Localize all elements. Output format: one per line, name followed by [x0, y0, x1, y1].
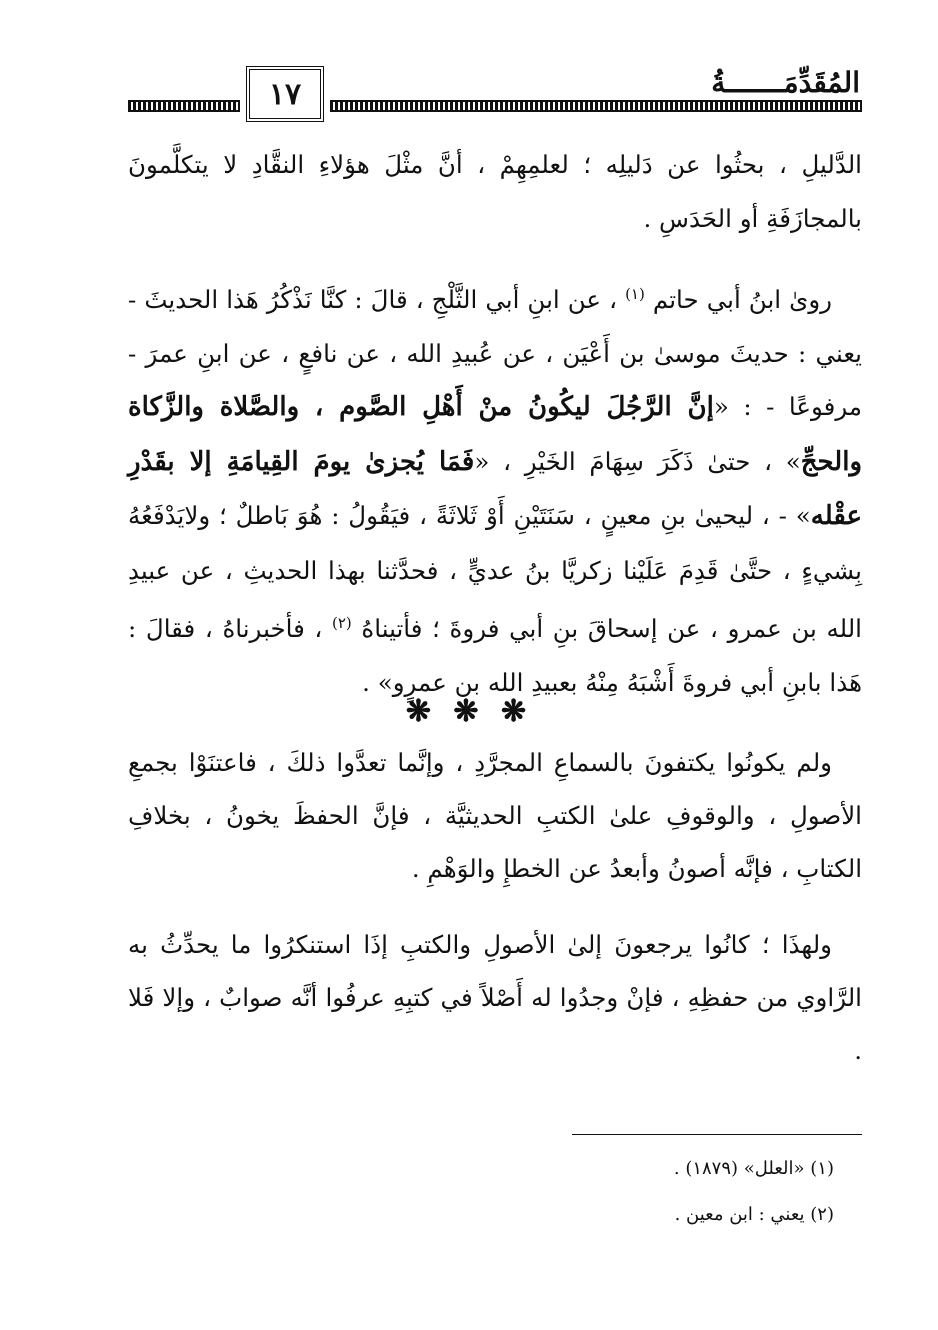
header-rule-right [330, 100, 862, 112]
footnote-ref-1[interactable]: (١) [625, 285, 645, 303]
p2-text-a: روىٰ ابنُ أبي حاتم [652, 285, 832, 315]
chapter-title: المُقَدِّمَـــــــةُ [711, 66, 860, 99]
paragraph-3: ولم يكونُوا يكتفونَ بالسماعِ المجرَّدِ ، وإنَّما تعدَّوا ذلكَ ، فاعتنَوْا بجمعِ الأصولِ ، والوقوفِ علىٰ الكتبِ الحديثيَّة ، فإنَّ الحفظَ يخونُ ، بخلافِ الكتابِ ، فإنَّه أصونُ وأبعدُ عن الخطإِ والوَهْمِ . [128, 748, 862, 883]
hadith-text-1: إنَّ الرَّجُلَ ليكُونُ منْ أَهْلِ الصَّوم ، والصَّلاة والزَّكاة والحجِّ [128, 392, 863, 477]
p2-text-c: » ، حتىٰ ذَكَرَ سِهَامَ الخَيْرِ ، « [474, 446, 801, 476]
footnotes [128, 1146, 834, 1238]
footnote-ref-2[interactable]: (٢) [331, 614, 352, 633]
page-number [246, 66, 324, 122]
footnote-divider [572, 1134, 862, 1135]
section-separator: ❋ ❋ ❋ [405, 694, 533, 729]
header-rule-left [128, 100, 240, 112]
body-section-1 [128, 138, 862, 709]
paragraph-2 [128, 268, 862, 709]
page-number-text: ١٧ [268, 76, 302, 112]
page-header [0, 0, 938, 140]
hadith-text-2: فَمَا يُجزىٰ يومَ القِيامَةِ إلا بقَدْرِ عقْله [128, 446, 862, 532]
p2-text-b: ، عن ابنِ أبي الثَّلْجِ ، قالَ : كنَّا نَذْكُرُ هَذا الحديثَ - يعني : حديثَ موسىٰ بن أَعْيَن ، عن عُبيدِ الله ، عن نافعٍ ، عن ابنِ عمرَ - مرفوعًا - : « [128, 285, 862, 422]
footnote-2: (٢) يعني : ابن معين . [674, 1204, 834, 1225]
paragraph-1: الدَّليلِ ، بحثُوا عن دَليلِه ؛ لعلمِهِمْ ، أنَّ مثْلَ هؤلاءِ النقَّادِ لا يتكلَّمونَ بالمجازَفَةِ أو الحَدَسِ . [128, 150, 862, 233]
body-section-2 [128, 736, 862, 1077]
footnote-1: (١) «العلل» (١٨٧٩) . [673, 1158, 834, 1179]
p2-text-e: ، فأخبرناهُ ، فقالَ : هَذا بابنِ أبي فروةَ أَشْبَهُ مِنْهُ بعبيدِ الله بن عمرٍو» . [128, 614, 862, 697]
paragraph-4: ولهذَا ؛ كانُوا يرجعونَ إلىٰ الأصولِ والكتبِ إذَا استنكرُوا ما يحدِّثُ به الرَّاوي من حفظِهِ ، فإنْ وجدُوا له أَصْلاً في كتبِهِ عرفُوا أنَّه صوابٌ ، وإلا فَلا . [128, 930, 862, 1065]
p2-text-d: » - ، ليحيىٰ بنِ معينٍ ، سَنَتَيْنِ أَوْ ثَلاثَةً ، فيَقُولُ : هُوَ بَاطلٌ ؛ ولايَدْفَعُهُ بِشيءٍ ، حتَّىٰ قَدِمَ عَلَيْنا زكريَّا بنُ عديٍّ ، فحدَّثنا بهذا الحديثِ ، عن عبيدِ الله بن عمرو ، عن إسحاقَ بنِ أبي فروةَ ؛ فأتيناهُ [128, 501, 862, 644]
